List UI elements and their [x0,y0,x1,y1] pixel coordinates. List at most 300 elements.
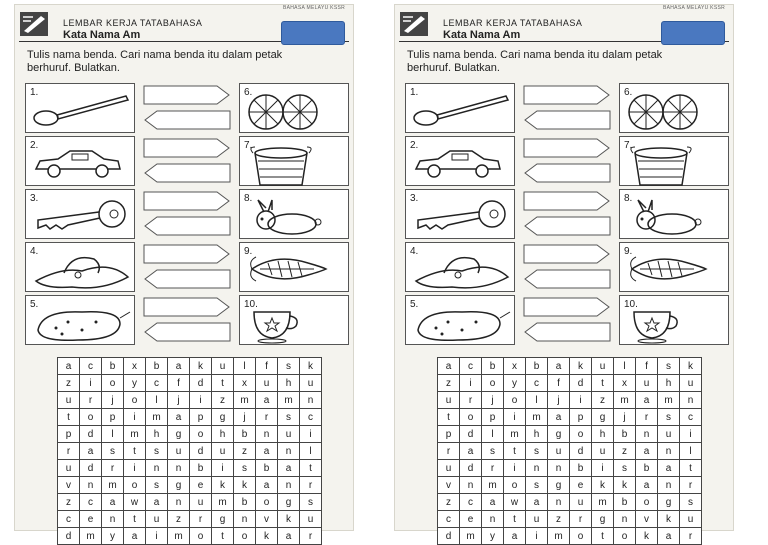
grid-cell[interactable]: u [58,460,80,477]
answer-box-9[interactable] [143,269,231,289]
grid-cell[interactable]: o [190,426,212,443]
grid-cell[interactable]: k [636,528,658,545]
grid-cell[interactable]: g [168,426,190,443]
grid-cell[interactable]: u [58,392,80,409]
answer-box-9[interactable] [523,269,611,289]
grid-cell[interactable]: h [526,426,548,443]
grid-cell[interactable]: j [234,409,256,426]
grid-cell[interactable]: o [570,528,592,545]
grid-cell[interactable]: b [570,460,592,477]
grid-cell[interactable]: g [592,409,614,426]
grid-cell[interactable]: a [658,460,680,477]
grid-cell[interactable]: d [438,528,460,545]
grid-cell[interactable]: l [234,358,256,375]
grid-cell[interactable]: i [80,375,102,392]
grid-cell[interactable]: n [168,460,190,477]
grid-cell[interactable]: u [212,358,234,375]
grid-cell[interactable]: n [658,477,680,494]
grid-cell[interactable]: l [482,426,504,443]
grid-cell[interactable]: p [438,426,460,443]
answer-box-3[interactable] [523,191,611,211]
grid-cell[interactable]: x [504,358,526,375]
grid-cell[interactable]: z [168,511,190,528]
picture-card-7 [239,136,349,186]
grid-cell[interactable]: t [504,443,526,460]
grid-cell[interactable]: r [300,477,322,494]
name-box[interactable] [281,21,345,45]
grid-cell[interactable]: a [278,528,300,545]
grid-cell[interactable]: k [300,358,322,375]
grid-cell[interactable]: y [504,375,526,392]
grid-cell[interactable]: t [592,375,614,392]
worksheet-right [394,4,734,542]
grid-cell[interactable]: m [102,477,124,494]
grid-cell[interactable]: m [80,528,102,545]
grid-cell[interactable]: o [614,528,636,545]
grid-cell[interactable]: g [592,511,614,528]
grid-cell[interactable]: t [680,460,702,477]
grid-cell[interactable]: j [614,409,636,426]
grid-cell[interactable]: e [570,477,592,494]
grid-cell[interactable]: r [58,443,80,460]
grid-cell[interactable]: h [658,375,680,392]
grid-cell[interactable]: e [80,511,102,528]
grid-cell[interactable]: t [504,511,526,528]
grid-cell[interactable]: n [614,511,636,528]
grid-cell[interactable]: a [526,494,548,511]
grid-cell[interactable]: c [58,511,80,528]
grid-cell[interactable]: a [256,392,278,409]
grid-cell[interactable]: l [680,443,702,460]
answer-box-5[interactable] [143,297,231,317]
grid-cell[interactable]: n [658,443,680,460]
grid-cell[interactable]: s [146,443,168,460]
grid-cell[interactable]: n [680,392,702,409]
answer-box-8[interactable] [143,216,231,236]
grid-cell[interactable]: r [256,409,278,426]
grid-cell[interactable]: a [278,460,300,477]
grid-cell[interactable]: d [80,460,102,477]
answer-box-10[interactable] [143,322,231,342]
grid-cell[interactable]: b [614,494,636,511]
grid-cell[interactable]: g [278,494,300,511]
grid-cell[interactable]: n [256,426,278,443]
grid-cell[interactable]: b [146,358,168,375]
grid-cell[interactable]: k [658,511,680,528]
grid-cell[interactable]: m [278,392,300,409]
grid-cell[interactable]: u [212,443,234,460]
grid-cell[interactable]: a [256,477,278,494]
grid-cell[interactable]: c [526,375,548,392]
grid-cell[interactable]: r [636,409,658,426]
cup-icon [626,304,682,349]
grid-cell[interactable]: h [592,426,614,443]
answer-box-4[interactable] [143,244,231,264]
picture-card-8 [619,189,729,239]
grid-cell[interactable]: o [460,409,482,426]
grid-cell[interactable]: i [300,426,322,443]
grid-cell[interactable]: s [234,460,256,477]
grid-cell[interactable]: n [526,460,548,477]
grid-cell[interactable]: g [212,511,234,528]
grid-cell[interactable]: m [212,494,234,511]
grid-cell[interactable]: m [234,392,256,409]
grid-cell[interactable]: b [636,460,658,477]
grid-cell[interactable]: k [614,477,636,494]
grid-cell[interactable]: u [300,511,322,528]
grid-cell[interactable]: k [256,528,278,545]
picture-card-10 [239,295,349,345]
grid-cell[interactable]: o [504,392,526,409]
grid-cell[interactable]: i [212,460,234,477]
grid-cell[interactable]: g [658,494,680,511]
grid-cell[interactable]: y [124,375,146,392]
grid-cell[interactable]: n [300,392,322,409]
answer-box-1[interactable] [523,85,611,105]
grid-cell[interactable]: l [614,358,636,375]
item-number: 5. [410,299,419,310]
grid-cell[interactable]: u [278,426,300,443]
grid-cell[interactable]: t [212,528,234,545]
grid-cell[interactable]: m [658,392,680,409]
grid-cell[interactable]: i [190,392,212,409]
grid-cell[interactable]: u [636,375,658,392]
grid-cell[interactable]: m [548,528,570,545]
grid-cell[interactable]: c [438,511,460,528]
grid-cell[interactable]: b [102,358,124,375]
answer-box-1[interactable] [143,85,231,105]
grid-cell[interactable]: u [592,443,614,460]
grid-cell[interactable]: s [614,460,636,477]
grid-cell[interactable]: r [300,528,322,545]
grid-cell[interactable]: s [658,409,680,426]
answer-box-8[interactable] [523,216,611,236]
spoon-icon [32,92,132,133]
grid-cell[interactable]: a [504,528,526,545]
grid-cell[interactable]: x [234,375,256,392]
grid-cell[interactable]: z [438,375,460,392]
grid-cell[interactable]: v [636,511,658,528]
grid-cell[interactable]: g [168,477,190,494]
grid-cell[interactable]: m [482,477,504,494]
grid-cell[interactable]: f [548,375,570,392]
grid-cell[interactable]: u [300,375,322,392]
grid-cell[interactable]: o [636,494,658,511]
grid-cell[interactable]: s [300,494,322,511]
grid-cell[interactable]: b [482,358,504,375]
grid-cell[interactable]: a [438,358,460,375]
grid-cell[interactable]: m [168,528,190,545]
grid-cell[interactable]: a [256,443,278,460]
grid-cell[interactable]: x [614,375,636,392]
grid-cell[interactable]: d [460,426,482,443]
grid-cell[interactable]: d [58,528,80,545]
grid-cell[interactable]: s [278,358,300,375]
grid-cell[interactable]: a [58,358,80,375]
grid-cell[interactable]: o [570,426,592,443]
grid-cell[interactable]: p [58,426,80,443]
grid-cell[interactable]: o [234,528,256,545]
grid-cell[interactable]: h [278,375,300,392]
grid-cell[interactable]: h [212,426,234,443]
grid-cell[interactable]: i [146,528,168,545]
grid-cell[interactable]: a [80,443,102,460]
grid-cell[interactable]: v [256,511,278,528]
grid-cell[interactable]: a [636,477,658,494]
grid-cell[interactable]: r [190,511,212,528]
grid-cell[interactable]: u [438,460,460,477]
grid-cell[interactable]: l [526,392,548,409]
picture-card-9 [239,242,349,292]
grid-cell[interactable]: x [124,358,146,375]
grid-cell[interactable]: d [190,443,212,460]
grid-cell[interactable]: t [300,460,322,477]
grid-cell[interactable]: r [680,528,702,545]
grid-cell[interactable]: i [592,460,614,477]
grid-cell[interactable]: l [146,392,168,409]
grid-cell[interactable]: b [526,358,548,375]
grid-cell[interactable]: k [680,358,702,375]
grid-cell[interactable]: d [80,426,102,443]
grid-cell[interactable]: c [300,409,322,426]
grid-cell[interactable]: j [482,392,504,409]
grid-cell[interactable]: m [124,426,146,443]
grid-cell[interactable]: z [58,494,80,511]
answer-box-6[interactable] [143,110,231,130]
grid-cell[interactable]: a [168,409,190,426]
grid-cell[interactable]: e [460,511,482,528]
grid-cell[interactable]: u [570,494,592,511]
grid-cell[interactable]: c [680,409,702,426]
grid-cell[interactable]: a [168,358,190,375]
grid-cell[interactable]: i [460,375,482,392]
grid-cell[interactable]: f [168,375,190,392]
grid-cell[interactable]: n [234,511,256,528]
grid-cell[interactable]: w [504,494,526,511]
grid-cell[interactable]: p [190,409,212,426]
grid-cell[interactable]: c [460,494,482,511]
grid-cell[interactable]: f [636,358,658,375]
grid-cell[interactable]: l [300,443,322,460]
worksheet-left [14,4,354,542]
answer-box-7[interactable] [143,163,231,183]
grid-cell[interactable]: s [526,443,548,460]
grid-cell[interactable]: r [570,511,592,528]
grid-cell[interactable]: r [80,392,102,409]
grid-cell[interactable]: k [278,511,300,528]
grid-cell[interactable]: m [504,426,526,443]
grid-cell[interactable]: b [234,494,256,511]
grid-cell[interactable]: c [80,358,102,375]
grid-cell[interactable]: g [548,477,570,494]
grid-cell[interactable]: y [482,528,504,545]
grid-cell[interactable]: s [658,358,680,375]
grid-cell[interactable]: z [58,375,80,392]
grid-cell[interactable]: t [58,409,80,426]
item-number: 1. [30,87,39,98]
grid-cell[interactable]: n [548,494,570,511]
grid-cell[interactable]: s [482,443,504,460]
grid-cell[interactable]: g [212,409,234,426]
grid-cell[interactable]: n [548,460,570,477]
grid-cell[interactable]: h [146,426,168,443]
grid-cell[interactable]: t [438,409,460,426]
grid-cell[interactable]: n [80,477,102,494]
grid-cell[interactable]: o [102,375,124,392]
grid-cell[interactable]: p [102,409,124,426]
grid-cell[interactable]: j [548,392,570,409]
grid-cell[interactable]: s [526,477,548,494]
grid-cell[interactable]: u [680,375,702,392]
grid-cell[interactable]: m [460,528,482,545]
grid-row [438,477,702,494]
grid-cell[interactable]: p [482,409,504,426]
grid-cell[interactable]: d [190,375,212,392]
grid-cell[interactable]: t [124,511,146,528]
grid-cell[interactable]: u [190,494,212,511]
grid-cell[interactable]: s [102,443,124,460]
answer-box-4[interactable] [523,244,611,264]
grid-cell[interactable]: j [168,392,190,409]
grid-cell[interactable]: v [438,477,460,494]
grid-cell[interactable]: a [636,443,658,460]
grid-cell[interactable]: a [460,443,482,460]
grid-cell[interactable]: a [146,494,168,511]
grid-cell[interactable]: i [124,409,146,426]
answer-box-2[interactable] [523,138,611,158]
grid-cell[interactable]: u [526,511,548,528]
grid-cell[interactable]: z [548,511,570,528]
grid-cell[interactable]: a [482,494,504,511]
grid-cell[interactable]: k [212,477,234,494]
grid-cell[interactable]: u [168,443,190,460]
grid-cell[interactable]: j [102,392,124,409]
grid-cell[interactable]: u [680,511,702,528]
grid-cell[interactable]: f [256,358,278,375]
grid-cell[interactable]: r [460,392,482,409]
grid-cell[interactable]: a [658,528,680,545]
grid-cell[interactable]: n [168,494,190,511]
grid-cell[interactable]: d [570,443,592,460]
grid-cell[interactable]: p [570,409,592,426]
answer-box-5[interactable] [523,297,611,317]
grid-cell[interactable]: a [124,528,146,545]
grid-cell[interactable]: u [256,375,278,392]
grid-cell[interactable]: a [636,392,658,409]
grid-cell[interactable]: i [526,528,548,545]
grid-cell[interactable]: k [570,358,592,375]
grid-cell[interactable]: c [460,358,482,375]
basket-icon [246,145,316,194]
item-number: 10. [624,299,638,310]
grid-cell[interactable]: o [190,528,212,545]
grid-cell[interactable]: m [592,494,614,511]
grid-cell[interactable]: s [146,477,168,494]
grid-cell[interactable]: b [234,426,256,443]
grid-cell[interactable]: m [614,392,636,409]
grid-cell[interactable]: z [234,443,256,460]
grid-cell[interactable]: e [190,477,212,494]
grid-cell[interactable]: l [102,426,124,443]
grid-cell[interactable]: r [438,443,460,460]
grid-cell[interactable]: o [256,494,278,511]
grid-cell[interactable]: m [146,409,168,426]
grid-cell[interactable]: u [658,426,680,443]
grid-cell[interactable]: o [124,477,146,494]
grid-cell[interactable]: v [58,477,80,494]
grid-cell[interactable]: k [190,358,212,375]
item-number: 1. [410,87,419,98]
grid-cell[interactable]: z [592,392,614,409]
grid-cell[interactable]: s [680,494,702,511]
answer-box-7[interactable] [523,163,611,183]
grid-cell[interactable]: o [124,392,146,409]
grid-cell[interactable]: z [614,443,636,460]
grid-cell[interactable]: b [190,460,212,477]
grid-cell[interactable]: b [614,426,636,443]
grid-cell[interactable]: i [124,460,146,477]
grid-cell[interactable]: y [102,528,124,545]
grid-cell[interactable]: n [278,477,300,494]
grid-cell[interactable]: a [102,494,124,511]
grid-cell[interactable]: n [460,477,482,494]
grid-cell[interactable]: o [504,477,526,494]
grid-cell[interactable]: u [438,392,460,409]
grid-cell[interactable]: i [504,460,526,477]
grid-cell[interactable]: i [504,409,526,426]
grid-cell[interactable]: c [146,375,168,392]
grid-cell[interactable]: i [570,392,592,409]
grid-cell[interactable]: s [278,409,300,426]
grid-cell[interactable]: r [482,460,504,477]
grid-cell[interactable]: n [278,443,300,460]
name-box[interactable] [661,21,725,45]
grid-cell[interactable]: u [592,358,614,375]
grid-cell[interactable]: r [680,477,702,494]
grid-cell[interactable]: b [256,460,278,477]
grid-cell[interactable]: a [548,409,570,426]
grid-cell[interactable]: g [548,426,570,443]
grid-cell[interactable]: k [592,477,614,494]
grid-cell[interactable]: d [570,375,592,392]
grid-cell[interactable]: w [124,494,146,511]
grid-cell[interactable]: t [124,443,146,460]
grid-cell[interactable]: o [80,409,102,426]
answer-box-10[interactable] [523,322,611,342]
grid-cell[interactable]: n [482,511,504,528]
answer-box-2[interactable] [143,138,231,158]
grid-cell[interactable]: o [482,375,504,392]
grid-cell[interactable]: t [592,528,614,545]
grid-cell[interactable]: c [80,494,102,511]
grid-cell[interactable]: u [548,443,570,460]
grid-cell[interactable]: u [146,511,168,528]
grid-cell[interactable]: k [234,477,256,494]
grid-cell[interactable]: a [548,358,570,375]
grid-cell[interactable]: n [102,511,124,528]
answer-box-3[interactable] [143,191,231,211]
grid-cell[interactable]: d [460,460,482,477]
grid-cell[interactable]: z [212,392,234,409]
grid-cell[interactable]: r [102,460,124,477]
grid-cell[interactable]: i [680,426,702,443]
answer-box-6[interactable] [523,110,611,130]
grid-cell[interactable]: z [438,494,460,511]
grid-cell[interactable]: t [212,375,234,392]
grid-cell[interactable]: n [636,426,658,443]
grid-cell[interactable]: n [146,460,168,477]
grid-cell[interactable]: m [526,409,548,426]
